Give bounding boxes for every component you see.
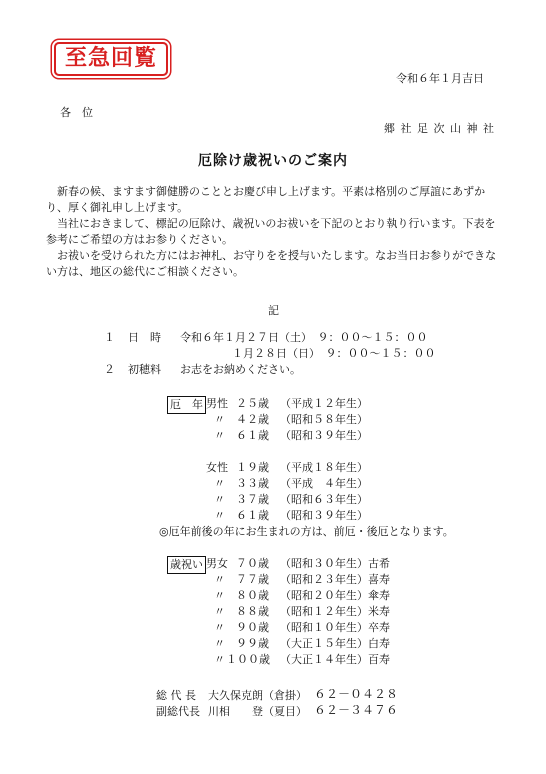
celebration-name: 傘寿 [368, 589, 390, 602]
age-value: １９歳 [236, 461, 269, 474]
age-value: １００歳 [226, 653, 270, 666]
age-value: ９０歳 [236, 621, 269, 634]
birth-era: （昭和１２年生） [280, 605, 368, 618]
birth-era: （平成１８年生） [280, 461, 368, 474]
ditto-mark: 〃 [214, 509, 225, 522]
celebration-name: 卒寿 [368, 621, 390, 634]
contact-role: 副総代長 [156, 705, 200, 718]
contact-role: 総 代 長 [156, 689, 196, 702]
ditto-mark: 〃 [214, 589, 225, 602]
female-label: 女性 [206, 461, 228, 474]
birth-era: （昭和２０年生） [280, 589, 368, 602]
urgent-circulation-stamp: 至急回覧 [54, 42, 168, 76]
male-label: 男性 [206, 397, 228, 410]
birth-era: （昭和３０年生） [280, 557, 368, 570]
contact-name: 大久保克朗（倉掛） [208, 689, 307, 702]
item-label-datetime: 日 時 [128, 331, 161, 344]
ditto-mark: 〃 [214, 573, 225, 586]
birth-era: （昭和６３年生） [280, 493, 368, 506]
ditto-mark: 〃 [214, 493, 225, 506]
birth-era: （大正１５年生） [280, 637, 368, 650]
ki-heading: 記 [268, 304, 279, 317]
birth-era: （昭和３９年生） [280, 509, 368, 522]
contact-phone: ６２－０４２８ [314, 687, 399, 701]
zenyaku-note: ◎厄年前後の年にお生まれの方は、前厄・後厄となります。 [159, 525, 454, 538]
birth-era: （昭和２３年生） [280, 573, 368, 586]
greeting-paragraph: 新春の候、ますます御健勝のこととお慶び申し上げます。平素は格別のご厚誼にあずかり、厚く御礼申し上げます。 [46, 185, 486, 214]
ditto-mark: 〃 [214, 637, 225, 650]
contact-phone: ６２－３４７６ [314, 703, 399, 717]
celebration-name: 白寿 [368, 637, 390, 650]
birth-era: （昭和１０年生） [280, 621, 368, 634]
offering-value: お志をお納めください。 [180, 363, 301, 376]
datetime-line-2: １月２８日（日） ９：００～１５：００ [232, 347, 436, 360]
birth-era: （平成１２年生） [280, 397, 368, 410]
age-value: ８０歳 [236, 589, 269, 602]
yakudoshi-label: 厄 年 [167, 396, 206, 414]
item-label-offering: 初穂料 [128, 363, 161, 376]
celebration-name: 喜寿 [368, 573, 390, 586]
birth-era: （昭和５８年生） [280, 413, 368, 426]
ditto-mark: 〃 [214, 653, 225, 666]
ditto-mark: 〃 [214, 413, 225, 426]
age-value: ３３歳 [236, 477, 269, 490]
age-value: ７０歳 [236, 557, 269, 570]
ditto-mark: 〃 [214, 621, 225, 634]
ditto-mark: 〃 [214, 477, 225, 490]
notice-paragraph: お祓いを受けられた方にはお神札、お守りをを授与いたします。なお当日お参りができない方は、地区の総代にご相談ください。 [46, 249, 497, 278]
age-value: ７７歳 [236, 573, 269, 586]
issue-date: 令和６年１月吉日 [396, 72, 484, 85]
age-value: ２５歳 [236, 397, 269, 410]
birth-era: （平成 ４年生） [280, 477, 368, 490]
schedule-paragraph: 当社におきまして、標記の厄除け、歳祝いのお祓いを下記のとおり執り行います。下表を参考にご希望の方はお参りください。 [46, 217, 496, 246]
age-value: ９９歳 [236, 637, 269, 650]
addressee: 各 位 [60, 106, 93, 119]
toshiiwai-label: 歳祝い [167, 556, 206, 574]
item-number: ２ [104, 363, 115, 376]
item-number: １ [104, 331, 115, 344]
age-value: ６１歳 [236, 509, 269, 522]
group-label: 男女 [206, 557, 228, 570]
age-value: ６１歳 [236, 429, 269, 442]
birth-era: （大正１４年生） [280, 653, 368, 666]
contact-name: 川相 登（夏目） [208, 705, 307, 718]
datetime-line-1: 令和６年１月２７日（土） ９：００～１５：００ [180, 331, 428, 344]
age-value: ４２歳 [236, 413, 269, 426]
sender-shrine: 郷 社 足 次 山 神 社 [384, 122, 495, 135]
birth-era: （昭和３９年生） [280, 429, 368, 442]
ditto-mark: 〃 [214, 605, 225, 618]
age-value: ３７歳 [236, 493, 269, 506]
page-title: 厄除け歳祝いのご案内 [198, 153, 348, 169]
ditto-mark: 〃 [214, 429, 225, 442]
celebration-name: 百寿 [368, 653, 390, 666]
age-value: ８８歳 [236, 605, 269, 618]
celebration-name: 古希 [368, 557, 390, 570]
celebration-name: 米寿 [368, 605, 390, 618]
